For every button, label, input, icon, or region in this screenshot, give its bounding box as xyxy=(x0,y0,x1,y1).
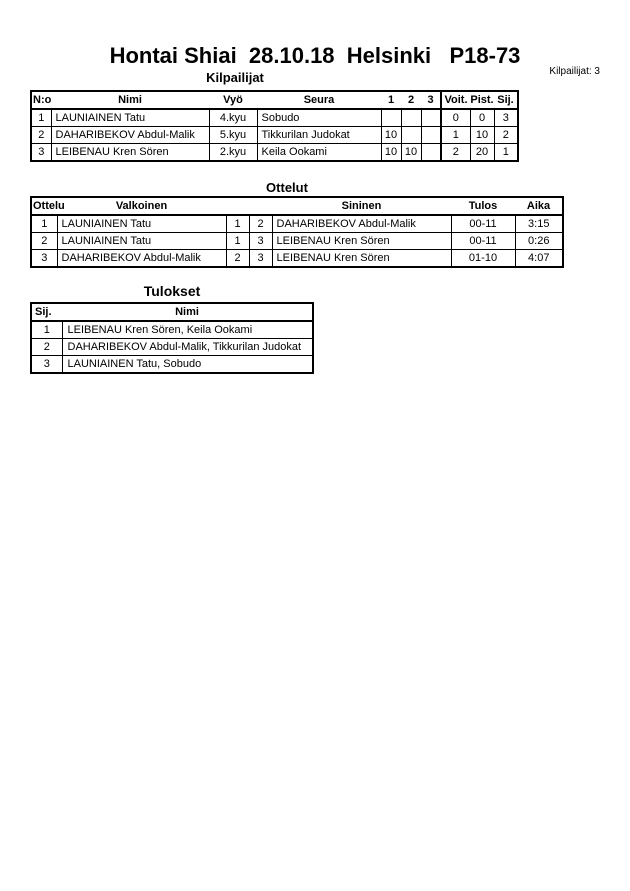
table-cell: LEIBENAU Kren Sören, Keila Ookami xyxy=(62,321,313,339)
competitor-count-label: Kilpailijat: 3 xyxy=(549,66,600,77)
column-header: Valkoinen xyxy=(57,197,226,215)
table-cell: LEIBENAU Kren Sören xyxy=(272,250,451,268)
table-row xyxy=(31,233,563,250)
table-cell: 2 xyxy=(494,127,518,144)
column-header: Voit. xyxy=(441,91,470,109)
column-header: 2 xyxy=(401,91,421,109)
table-cell xyxy=(401,127,421,144)
table-cell: 0 xyxy=(470,109,494,127)
table-cell: 4:07 xyxy=(515,250,563,268)
table-cell: DAHARIBEKOV Abdul-Malik xyxy=(51,127,209,144)
table-cell xyxy=(401,109,421,127)
column-header: Seura xyxy=(257,91,381,109)
section-title-tulokset: Tulokset xyxy=(143,283,201,299)
table-header-row xyxy=(31,303,313,321)
table-cell: 00-11 xyxy=(451,233,515,250)
table-cell: 10 xyxy=(381,144,401,162)
table-cell: Keila Ookami xyxy=(257,144,381,162)
table-cell: 10 xyxy=(470,127,494,144)
table-cell: 0:26 xyxy=(515,233,563,250)
column-header: N:o xyxy=(31,91,51,109)
column-header xyxy=(226,197,249,215)
table-cell: LEIBENAU Kren Sören xyxy=(272,233,451,250)
section-title-ottelut: Ottelut xyxy=(266,180,308,195)
table-header-row xyxy=(31,197,563,215)
table-cell: LEIBENAU Kren Sören xyxy=(51,144,209,162)
column-header: Nimi xyxy=(62,303,313,321)
table-row xyxy=(31,321,313,339)
table-cell: Sobudo xyxy=(257,109,381,127)
table-cell: 20 xyxy=(470,144,494,162)
results-table xyxy=(30,302,314,374)
table-cell xyxy=(421,127,441,144)
table-cell: 2 xyxy=(31,233,57,250)
column-header: Ottelu xyxy=(31,197,57,215)
column-header: Sininen xyxy=(272,197,451,215)
table-cell: LAUNIAINEN Tatu xyxy=(51,109,209,127)
table-cell: DAHARIBEKOV Abdul-Malik xyxy=(57,250,226,268)
table-row xyxy=(31,215,563,233)
table-cell: 1 xyxy=(441,127,470,144)
table-cell: 2 xyxy=(226,250,249,268)
column-header: Aika xyxy=(515,197,563,215)
table-cell: 1 xyxy=(494,144,518,162)
table-cell: DAHARIBEKOV Abdul-Malik, Tikkurilan Judokat xyxy=(62,339,313,356)
table-cell: 3 xyxy=(31,144,51,162)
table-cell: 01-10 xyxy=(451,250,515,268)
table-cell xyxy=(421,144,441,162)
table-row xyxy=(31,109,518,127)
table-cell: 4.kyu xyxy=(209,109,257,127)
table-header-row xyxy=(31,91,518,109)
table-cell: 1 xyxy=(31,321,62,339)
table-cell xyxy=(421,109,441,127)
column-header xyxy=(249,197,272,215)
table-cell: 3 xyxy=(249,250,272,268)
table-row xyxy=(31,356,313,374)
table-cell: LAUNIAINEN Tatu xyxy=(57,233,226,250)
table-cell: DAHARIBEKOV Abdul-Malik xyxy=(272,215,451,233)
table-cell: 10 xyxy=(381,127,401,144)
table-cell: 0 xyxy=(441,109,470,127)
table-cell: 2 xyxy=(441,144,470,162)
table-cell: 10 xyxy=(401,144,421,162)
table-cell: Tikkurilan Judokat xyxy=(257,127,381,144)
table-row xyxy=(31,127,518,144)
table-cell: 1 xyxy=(31,215,57,233)
column-header: Sij. xyxy=(494,91,518,109)
table-cell: 2 xyxy=(31,127,51,144)
table-cell: 2 xyxy=(249,215,272,233)
table-cell: 3 xyxy=(249,233,272,250)
table-cell: 2 xyxy=(31,339,62,356)
table-cell: 3 xyxy=(31,356,62,374)
competitors-table xyxy=(30,90,519,162)
table-row xyxy=(31,250,563,268)
page-title: Hontai Shiai 28.10.18 Helsinki P18-73 xyxy=(109,43,521,68)
table-cell: 3 xyxy=(31,250,57,268)
column-header: 3 xyxy=(421,91,441,109)
column-header: Pist. xyxy=(470,91,494,109)
matches-table xyxy=(30,196,564,268)
column-header: Tulos xyxy=(451,197,515,215)
table-cell: 3 xyxy=(494,109,518,127)
column-header: Vyö xyxy=(209,91,257,109)
table-cell: 1 xyxy=(226,233,249,250)
table-row xyxy=(31,144,518,162)
table-cell: 5.kyu xyxy=(209,127,257,144)
table-cell: 3:15 xyxy=(515,215,563,233)
table-cell: LAUNIAINEN Tatu xyxy=(57,215,226,233)
table-cell xyxy=(381,109,401,127)
column-header: 1 xyxy=(381,91,401,109)
table-cell: LAUNIAINEN Tatu, Sobudo xyxy=(62,356,313,374)
table-cell: 1 xyxy=(226,215,249,233)
section-title-kilpailijat: Kilpailijat xyxy=(206,70,264,85)
table-cell: 1 xyxy=(31,109,51,127)
table-cell: 00-11 xyxy=(451,215,515,233)
column-header: Nimi xyxy=(51,91,209,109)
table-cell: 2.kyu xyxy=(209,144,257,162)
column-header: Sij. xyxy=(31,303,62,321)
table-row xyxy=(31,339,313,356)
